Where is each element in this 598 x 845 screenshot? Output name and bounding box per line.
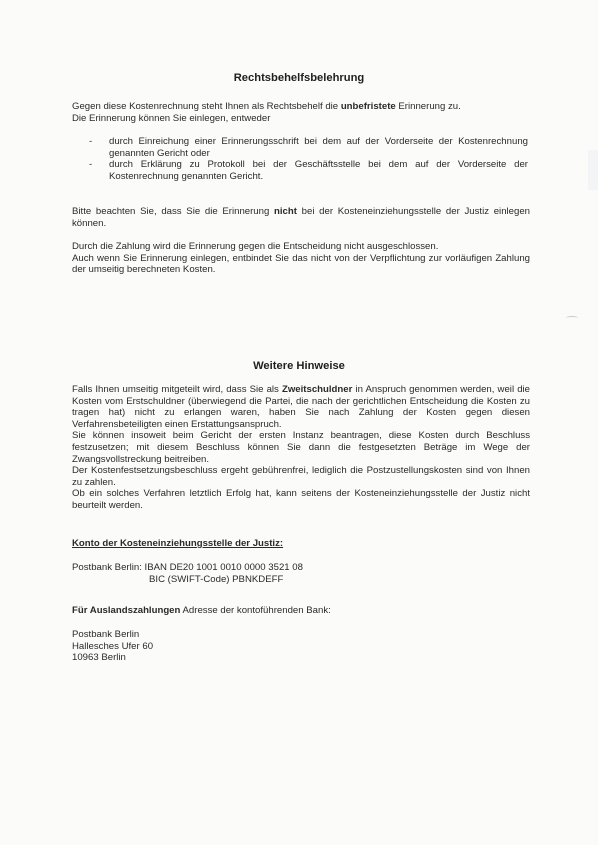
section-title-rechtsbehelfsbelehrung: Rechtsbehelfsbelehrung (233, 72, 365, 84)
ausland-bold: Für Auslandszahlungen (72, 605, 181, 616)
p1-text-pre: Falls Ihnen umseitig mitgeteilt wird, dass Sie als (72, 384, 282, 395)
ausland-rest: Adresse der kontoführenden Bank: (180, 605, 331, 616)
konto-heading-text: Konto der Kosteneinziehungsstelle der Justiz: (72, 538, 284, 549)
list-item-text: durch Erklärung zu Protokoll bei der Geschäftsstelle bei dem auf der Vorderseite der Kostenrechnung genannten Gericht. (109, 159, 528, 182)
hinweis-paragraph-4: Ob ein solches Verfahren letztlich Erfolg hat, kann seitens der Kosteneinziehungsstelle der Justiz nicht beurteilt werden. (72, 488, 530, 511)
options-list (89, 136, 528, 182)
address-line: Postbank Berlin (72, 629, 140, 640)
list-item-text: durch Einreichung einer Erinnerungsschrift bei dem auf der Vorderseite der Kostenrechnung genannten Gericht oder (109, 136, 528, 159)
hinweis-paragraph-2: Sie können insoweit beim Gericht der ersten Instanz beantragen, diese Kosten durch Beschluss festzusetzen; mit diesem Beschluss können Sie dann die festgesetzten Beträge im Wege der Zwangsvollstreckung beitreiben. (72, 430, 530, 465)
intro-text-pre: Gegen diese Kostenrechnung steht Ihnen als Rechtsbehelf die (72, 101, 341, 112)
list-item (89, 159, 528, 182)
payment-line-2: Auch wenn Sie Erinnerung einlegen, entbindet Sie das nicht von der Verpflichtung zur vorläufigen Zahlung der umseitig berechneten Kosten. (72, 252, 530, 276)
note-text-post: bei der Kosteneinziehungsstelle der Justiz einlegen können. (72, 206, 531, 229)
konto-heading (72, 538, 530, 550)
payment-line-1: Durch die Zahlung wird die Erinnerung gegen die Entscheidung nicht ausgeschlossen. (72, 241, 439, 252)
scan-artifact (588, 150, 598, 190)
note-text-pre: Bitte beachten Sie, dass Sie die Erinnerung (72, 206, 275, 217)
hinweis-paragraph-3: Der Kostenfestsetzungsbeschluss ergeht gebührenfrei, lediglich die Postzustellungskosten sind von Ihnen zu zahlen. (72, 465, 530, 488)
hinweis-nicht-einlegen (72, 206, 530, 229)
iban-line: Postbank Berlin: IBAN DE20 1001 0010 0000 3521 08 (72, 562, 303, 573)
note-text-bold: nicht (274, 206, 297, 217)
konto-details (72, 562, 530, 585)
p1-text-bold: Zweitschuldner (281, 384, 353, 395)
list-item (89, 136, 528, 159)
rechtsbehelf-intro (72, 101, 530, 124)
scan-artifact-mark (566, 316, 578, 320)
address-line: Hallesches Ufer 60 (72, 640, 154, 652)
intro-text-bold: unbefristete (340, 101, 396, 112)
intro-text-post: Erinnerung zu. (395, 101, 461, 112)
section-title-weitere-hinweise: Weitere Hinweise (253, 360, 345, 372)
bank-address (72, 629, 530, 664)
payment-paragraph (72, 241, 530, 276)
bic-line: BIC (SWIFT-Code) PBNKDEFF (149, 573, 284, 585)
dash-marker: - (89, 136, 93, 147)
dash-marker: - (89, 159, 93, 171)
p1-text-post: in Anspruch genommen werden, weil die Kosten vom Erstschuldner (überwiegend die Partei, die nach der gerichtlichen Entscheidung die Kosten zu tragen hat) nicht zu erlangen waren, haben Sie nach Zahlung der Kosten gegen diesen Verfahrensbeteiligten einen Erstattungsanspruch. (72, 384, 530, 430)
hinweis-paragraph-1 (72, 384, 530, 430)
address-line: 10963 Berlin (72, 652, 126, 664)
hinweise-body (72, 384, 530, 512)
ausland-heading (72, 605, 530, 617)
intro-line-2: Die Erinnerung können Sie einlegen, entweder (72, 112, 271, 124)
